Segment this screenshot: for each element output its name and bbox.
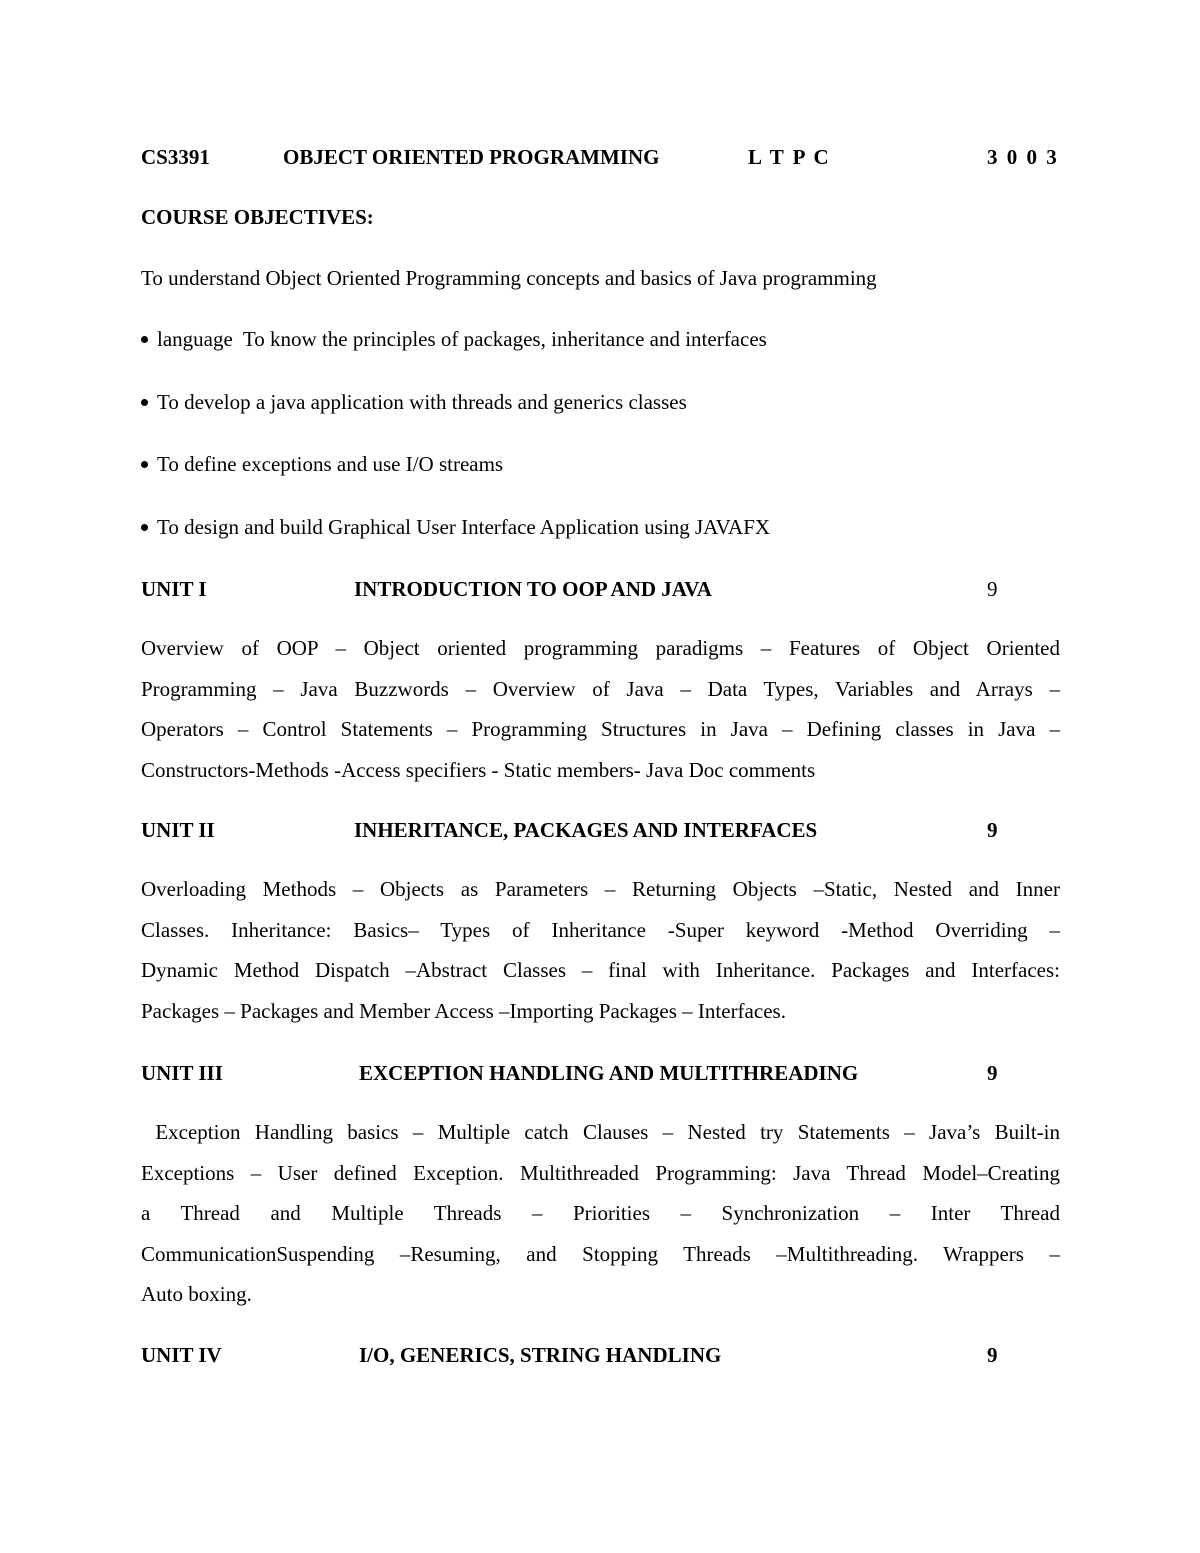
objective-text: language To know the principles of packages, inheritance and interfaces [157, 327, 767, 351]
objective-text: To design and build Graphical User Interface Application using JAVAFX [157, 515, 771, 539]
unit-title: I/O, GENERICS, STRING HANDLING [359, 1343, 722, 1367]
unit-title: INHERITANCE, PACKAGES AND INTERFACES [354, 818, 818, 842]
unit-hours: 9 [987, 577, 998, 601]
objective-item [141, 514, 770, 540]
unit-description-line: Exception Handling basics – Multiple catch Clauses – Nested try Statements – Java’s Built-in [141, 1120, 1060, 1144]
unit-hours: 9 [987, 1061, 998, 1085]
bullet-icon [141, 336, 148, 343]
unit-description-line: Exceptions – User defined Exception. Multithreaded Programming: Java Thread Model–Creating [141, 1160, 1060, 1185]
bullet-icon [141, 524, 148, 531]
unit-description [141, 628, 1060, 790]
unit-hours: 9 [987, 818, 998, 842]
objective-text: To develop a java application with threads and generics classes [157, 390, 687, 414]
objective-item [141, 389, 687, 415]
unit-description-line: Operators – Control Statements – Programming Structures in Java – Defining classes in Java – [141, 717, 1060, 741]
objective-item [141, 451, 503, 477]
objective-item [141, 326, 767, 352]
unit-description-line: Classes. Inheritance: Basics– Types of Inheritance -Super keyword -Method Overriding – [141, 917, 1060, 942]
objective-text: To define exceptions and use I/O streams [157, 452, 504, 476]
unit-label: UNIT III [141, 1061, 223, 1085]
unit-description [141, 869, 1060, 1031]
bullet-icon [141, 461, 148, 468]
unit-label: UNIT I [141, 577, 207, 601]
unit-description [141, 1112, 1060, 1315]
unit-title: INTRODUCTION TO OOP AND JAVA [354, 577, 712, 601]
objectives-intro: To understand Object Oriented Programming concepts and basics of Java programming [141, 266, 877, 290]
unit-description-line: Packages – Packages and Member Access –Importing Packages – Interfaces. [141, 998, 786, 1023]
unit-description-line: Dynamic Method Dispatch –Abstract Classes – final with Inheritance. Packages and Interfaces: [141, 958, 1060, 982]
unit-description-line: Overloading Methods – Objects as Parameters – Returning Objects –Static, Nested and Inner [141, 877, 1060, 901]
ltpc-label: L T P C [748, 145, 831, 169]
objectives-heading: COURSE OBJECTIVES: [141, 205, 374, 229]
bullet-icon [141, 399, 148, 406]
unit-description-line: Programming – Java Buzzwords – Overview of Java – Data Types, Variables and Arrays – [141, 676, 1060, 701]
course-code: CS3391 [141, 145, 210, 169]
unit-title: EXCEPTION HANDLING AND MULTITHREADING [359, 1061, 859, 1085]
unit-hours: 9 [987, 1343, 998, 1367]
unit-description-line: CommunicationSuspending –Resuming, and Stopping Threads –Multithreading. Wrappers – [141, 1241, 1060, 1266]
course-title: OBJECT ORIENTED PROGRAMMING [283, 145, 660, 169]
ltpc-values: 3 0 0 3 [987, 145, 1059, 169]
unit-description-line: Auto boxing. [141, 1282, 252, 1306]
unit-label: UNIT IV [141, 1343, 222, 1367]
unit-label: UNIT II [141, 818, 215, 842]
unit-description-line: Constructors-Methods -Access specifiers - Static members- Java Doc comments [141, 757, 816, 782]
unit-description-line: Overview of OOP – Object oriented programming paradigms – Features of Object Oriented [141, 636, 1060, 660]
unit-description-line: a Thread and Multiple Threads – Priorities – Synchronization – Inter Thread [141, 1201, 1060, 1225]
